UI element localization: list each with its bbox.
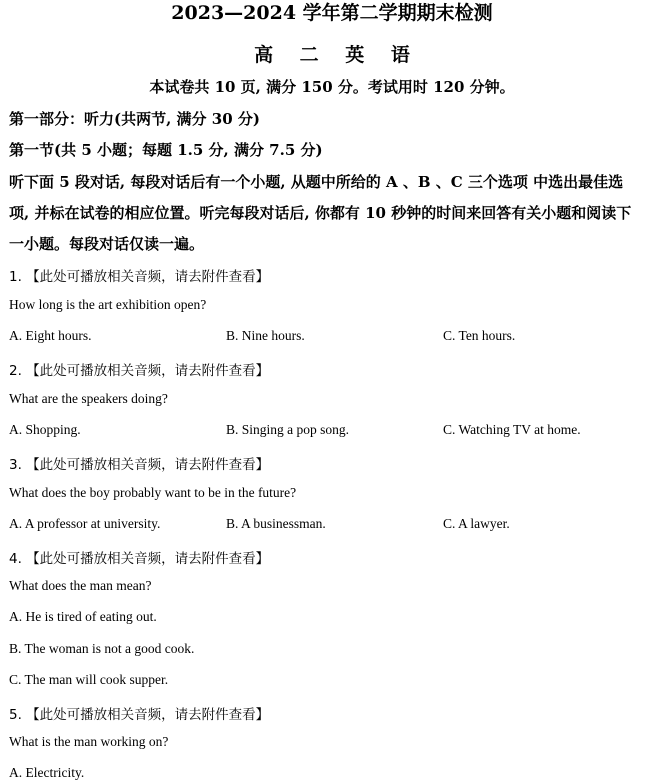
option-4c: C. The man will cook supper. bbox=[9, 672, 169, 687]
option-3b: B. A businessman. bbox=[226, 516, 326, 531]
question-5: What is the man working on? bbox=[9, 734, 169, 749]
audio-placeholder-4[interactable]: 4. 【此处可播放相关音频，请去附件查看】 bbox=[9, 551, 270, 567]
option-2c: C. Watching TV at home. bbox=[443, 422, 581, 437]
audio-placeholder-1[interactable]: 1. 【此处可播放相关音频，请去附件查看】 bbox=[9, 269, 270, 285]
audio-placeholder-5[interactable]: 5. 【此处可播放相关音频，请去附件查看】 bbox=[9, 707, 270, 723]
option-1a: A. Eight hours. bbox=[9, 328, 92, 343]
option-2b: B. Singing a pop song. bbox=[226, 422, 350, 437]
option-5a: A. Electricity. bbox=[9, 765, 85, 780]
exam-info: 本试卷共 10 页, 满分 150 分。考试用时 120 分钟。 bbox=[149, 78, 515, 96]
part1-heading: 第一部分：听力(共两节, 满分 30 分) bbox=[9, 110, 260, 128]
option-3a: A. A professor at university. bbox=[9, 516, 161, 531]
question-4: What does the man mean? bbox=[9, 578, 152, 593]
exam-subject: 高 二 英 语 bbox=[254, 44, 420, 66]
question-3: What does the boy probably want to be in the future? bbox=[9, 485, 297, 500]
option-4a: A. He is tired of eating out. bbox=[9, 609, 157, 624]
option-4b: B. The woman is not a good cook. bbox=[9, 641, 195, 656]
option-2a: A. Shopping. bbox=[9, 422, 81, 437]
instruction-line: 一小题。每段对话仅读一遍。 bbox=[9, 235, 205, 253]
section1-heading: 第一节(共 5 小题；每题 1.5 分, 满分 7.5 分) bbox=[9, 141, 323, 159]
instruction-line: 听下面 5 段对话, 每段对话后有一个小题, 从题中所给的 A 、B 、C 三个选项 中选出最佳选 bbox=[9, 173, 624, 191]
audio-placeholder-2[interactable]: 2. 【此处可播放相关音频，请去附件查看】 bbox=[9, 363, 270, 379]
question-1: How long is the art exhibition open? bbox=[9, 297, 207, 312]
audio-placeholder-3[interactable]: 3. 【此处可播放相关音频，请去附件查看】 bbox=[9, 457, 270, 473]
instruction-line: 项, 并标在试卷的相应位置。听完每段对话后, 你都有 10 秒钟的时间来回答有关小题和阅读下 bbox=[9, 204, 632, 222]
question-2: What are the speakers doing? bbox=[9, 391, 168, 406]
option-1b: B. Nine hours. bbox=[226, 328, 305, 343]
option-3c: C. A lawyer. bbox=[443, 516, 510, 531]
option-1c: C. Ten hours. bbox=[443, 328, 516, 343]
exam-title: 2023—2024 学年第二学期期末检测 bbox=[171, 2, 493, 24]
